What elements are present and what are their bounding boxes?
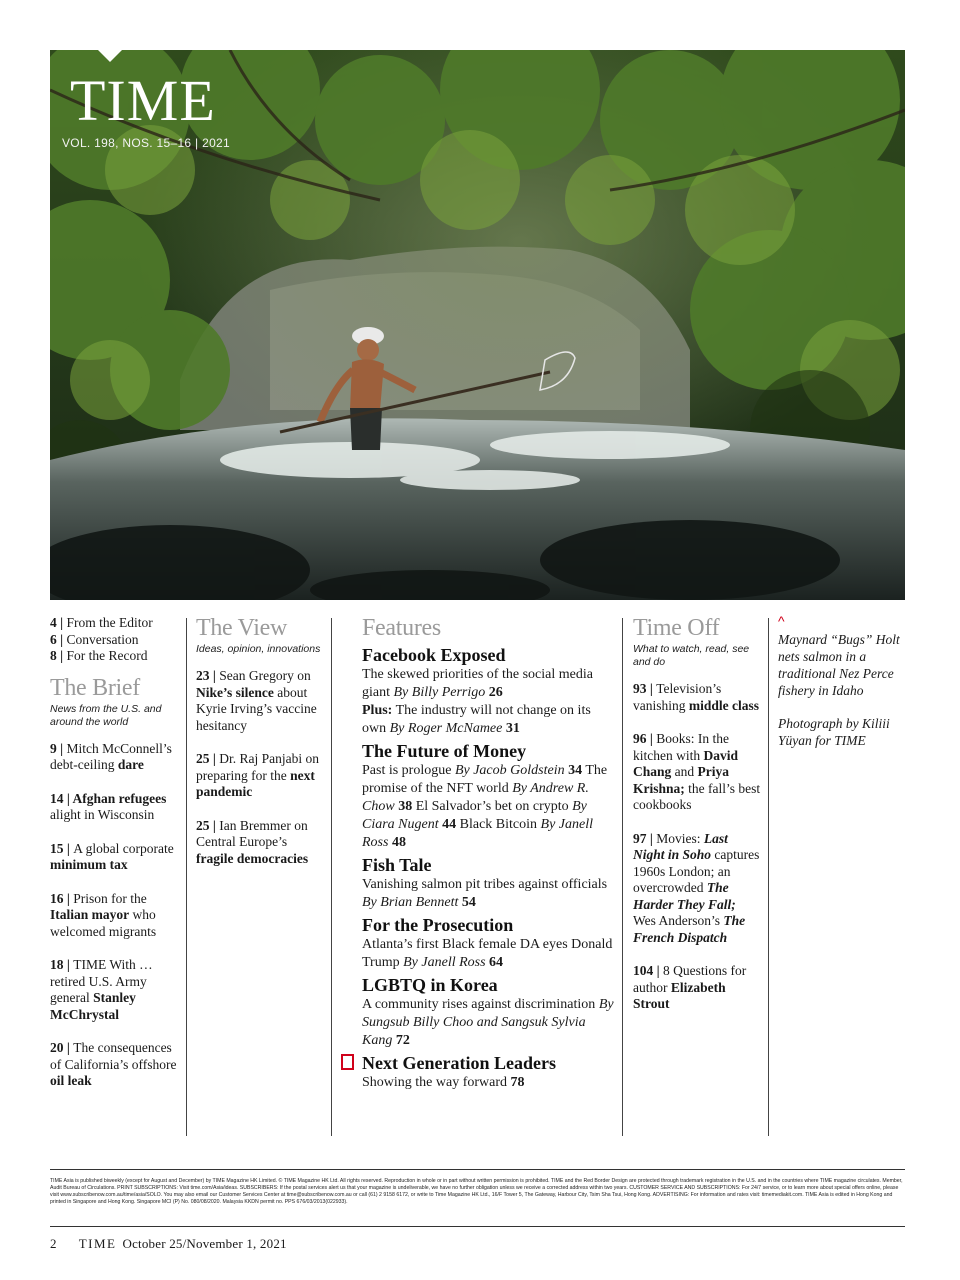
- timeoff-item-tv[interactable]: 93 | Television’s vanishing middle class: [633, 681, 760, 713]
- feature-dek-lgbtq: A community rises against discrimination By Sungsub Billy Choo and Sangsuk Sylvia Kang 72: [362, 997, 614, 1048]
- caret-up-icon: ^: [778, 613, 785, 629]
- column-view: [196, 615, 322, 884]
- feature-dek-prosecution: Atlanta’s first Black female DA eyes Donald Trump By Janell Ross 64: [362, 937, 613, 970]
- fine-print: TIME Asia is published biweekly (except for August and December) by TIME Magazine HK Limited. © TIME Magazine HK Ltd. All rights reserved. Reproduction in whole or in part without written permission is prohibited. TIME and the Red Border Design are protected through trademark registration in the U.S. and in the countries where TIME magazine circulates. Member, Audit Bureau of Circulations. PRINT SUBSCRIPTIONS: Visit time.com/Asia/ideas. SUBSCRIBERS: If the postal services alert us that your magazine is undeliverable, we have no further obligation unless we receive a corrected address within two years. CUSTOMER SERVICE AND SUBSCRIPTIONS: For 24/7 service, or to learn more about special offers online, please visit www.subscribenow.com.au/time/asia/SOLO. You may also email our Customer Services Center at time@subscribenow.com.au or call (61) 2 9158 6172, or write to Time Magazine HK Ltd., 16/F Tower 5, The Gateway, Harbour City, Tsim Sha Tsui, Hong Kong. ADVERTISING: For information and rates visit: timemediakit.com. TIME Asia is edited in Hong Kong and printed in Singapore and Hong Kong. Singapore MCI (P) No. 080/08/2020. Malaysia KKDN permit no. PPS 676/03/2013(022933).: [50, 1178, 903, 1205]
- section-title-brief: The Brief: [50, 674, 140, 701]
- column-divider: [622, 618, 623, 1136]
- view-item[interactable]: 25 | Ian Bremmer on Central Europe’s fragile democracies: [196, 817, 309, 866]
- column-divider: [331, 618, 332, 1136]
- timeoff-item-books[interactable]: 96 | Books: In the kitchen with David Chang and Priya Krishna; the fall’s best cookbooks: [633, 731, 761, 812]
- photo-credit: Photograph by Kiliii Yüyan for TIME: [778, 716, 890, 748]
- feature-dek-nextgen: Showing the way forward 78: [362, 1075, 525, 1090]
- feature-headline-prosecution[interactable]: For the Prosecution: [362, 915, 514, 935]
- section-title-timeoff: Time Off: [633, 615, 720, 641]
- section-subtitle-timeoff: What to watch, read, see and do: [633, 643, 750, 668]
- column-front-and-brief: [50, 615, 180, 1107]
- time-logo: TIME: [70, 68, 216, 133]
- column-features: [362, 615, 617, 1095]
- feature-dek-facebook: The skewed priorities of the social media giant By Billy Perrigo 26 Plus: The industry will not change on its own By Roger McNamee 31: [362, 667, 593, 736]
- view-item[interactable]: 23 | Sean Gregory on Nike’s silence about Kyrie Irving’s vaccine hesitancy: [196, 668, 317, 733]
- toc-item-editor[interactable]: 4 | From the Editor: [50, 615, 153, 630]
- brief-item[interactable]: 18 | TIME With … retired U.S. Army general Stanley McChrystal: [50, 957, 153, 1022]
- page-number: 2: [50, 1236, 57, 1251]
- column-timeoff: [633, 615, 761, 1030]
- red-border-icon: [341, 1054, 354, 1070]
- volume-line: VOL. 198, NOS. 15–16 | 2021: [62, 136, 230, 150]
- folio-date: October 25/November 1, 2021: [122, 1236, 287, 1251]
- brief-item[interactable]: 14 | Afghan refugees alight in Wisconsin: [50, 790, 167, 822]
- feature-headline-fish[interactable]: Fish Tale: [362, 855, 432, 875]
- folio-brand: TIME: [78, 1236, 117, 1251]
- footer-rule: [50, 1169, 905, 1170]
- view-item[interactable]: 25 | Dr. Raj Panjabi on preparing for the next pandemic: [196, 751, 319, 799]
- brief-item[interactable]: 16 | Prison for the Italian mayor who welcomed migrants: [50, 890, 157, 939]
- feature-headline-money[interactable]: The Future of Money: [362, 741, 527, 761]
- column-caption: [778, 615, 903, 749]
- toc-item-record[interactable]: 8 | For the Record: [50, 648, 148, 663]
- brief-item[interactable]: 20 | The consequences of California’s offshore oil leak: [50, 1040, 177, 1088]
- feature-headline-facebook[interactable]: Facebook Exposed: [362, 645, 506, 665]
- folio: [50, 1236, 287, 1252]
- section-subtitle-view: Ideas, opinion, innovations: [196, 643, 321, 655]
- timeoff-item-movies[interactable]: 97 | Movies: Last Night in Soho captures 1960s London; an overcrowded The Harder They Fall; Wes Anderson’s The French Dispatch: [633, 830, 760, 945]
- feature-dek-money: Past is prologue By Jacob Goldstein 34 The promise of the NFT world By Andrew R. Chow 38 El Salvador’s bet on crypto By Ciara Nugent 44 Black Bitcoin By Janell Ross 48: [362, 763, 608, 850]
- photo-caption: Maynard “Bugs” Holt nets salmon in a traditional Nez Perce fishery in Idaho: [778, 632, 900, 698]
- brief-item[interactable]: 15 | A global corporate minimum tax: [50, 840, 174, 872]
- section-subtitle-brief: News from the U.S. and around the world: [50, 702, 162, 728]
- feature-dek-fish: Vanishing salmon pit tribes against officials By Brian Bennett 54: [362, 877, 608, 910]
- corner-triangle-icon: [98, 50, 122, 62]
- feature-headline-lgbtq[interactable]: LGBTQ in Korea: [362, 975, 498, 995]
- toc-item-conversation[interactable]: 6 | Conversation: [50, 631, 139, 647]
- column-divider: [186, 618, 187, 1136]
- section-title-features: Features: [362, 615, 441, 641]
- column-divider: [768, 618, 769, 1136]
- brief-item[interactable]: 9 | Mitch McConnell’s debt-ceiling dare: [50, 740, 172, 772]
- timeoff-item-questions[interactable]: 104 | 8 Questions for author Elizabeth Strout: [633, 963, 747, 1011]
- section-title-view: The View: [196, 615, 288, 641]
- feature-headline-nextgen[interactable]: Next Generation Leaders: [341, 1053, 617, 1074]
- footer-rule: [50, 1226, 905, 1227]
